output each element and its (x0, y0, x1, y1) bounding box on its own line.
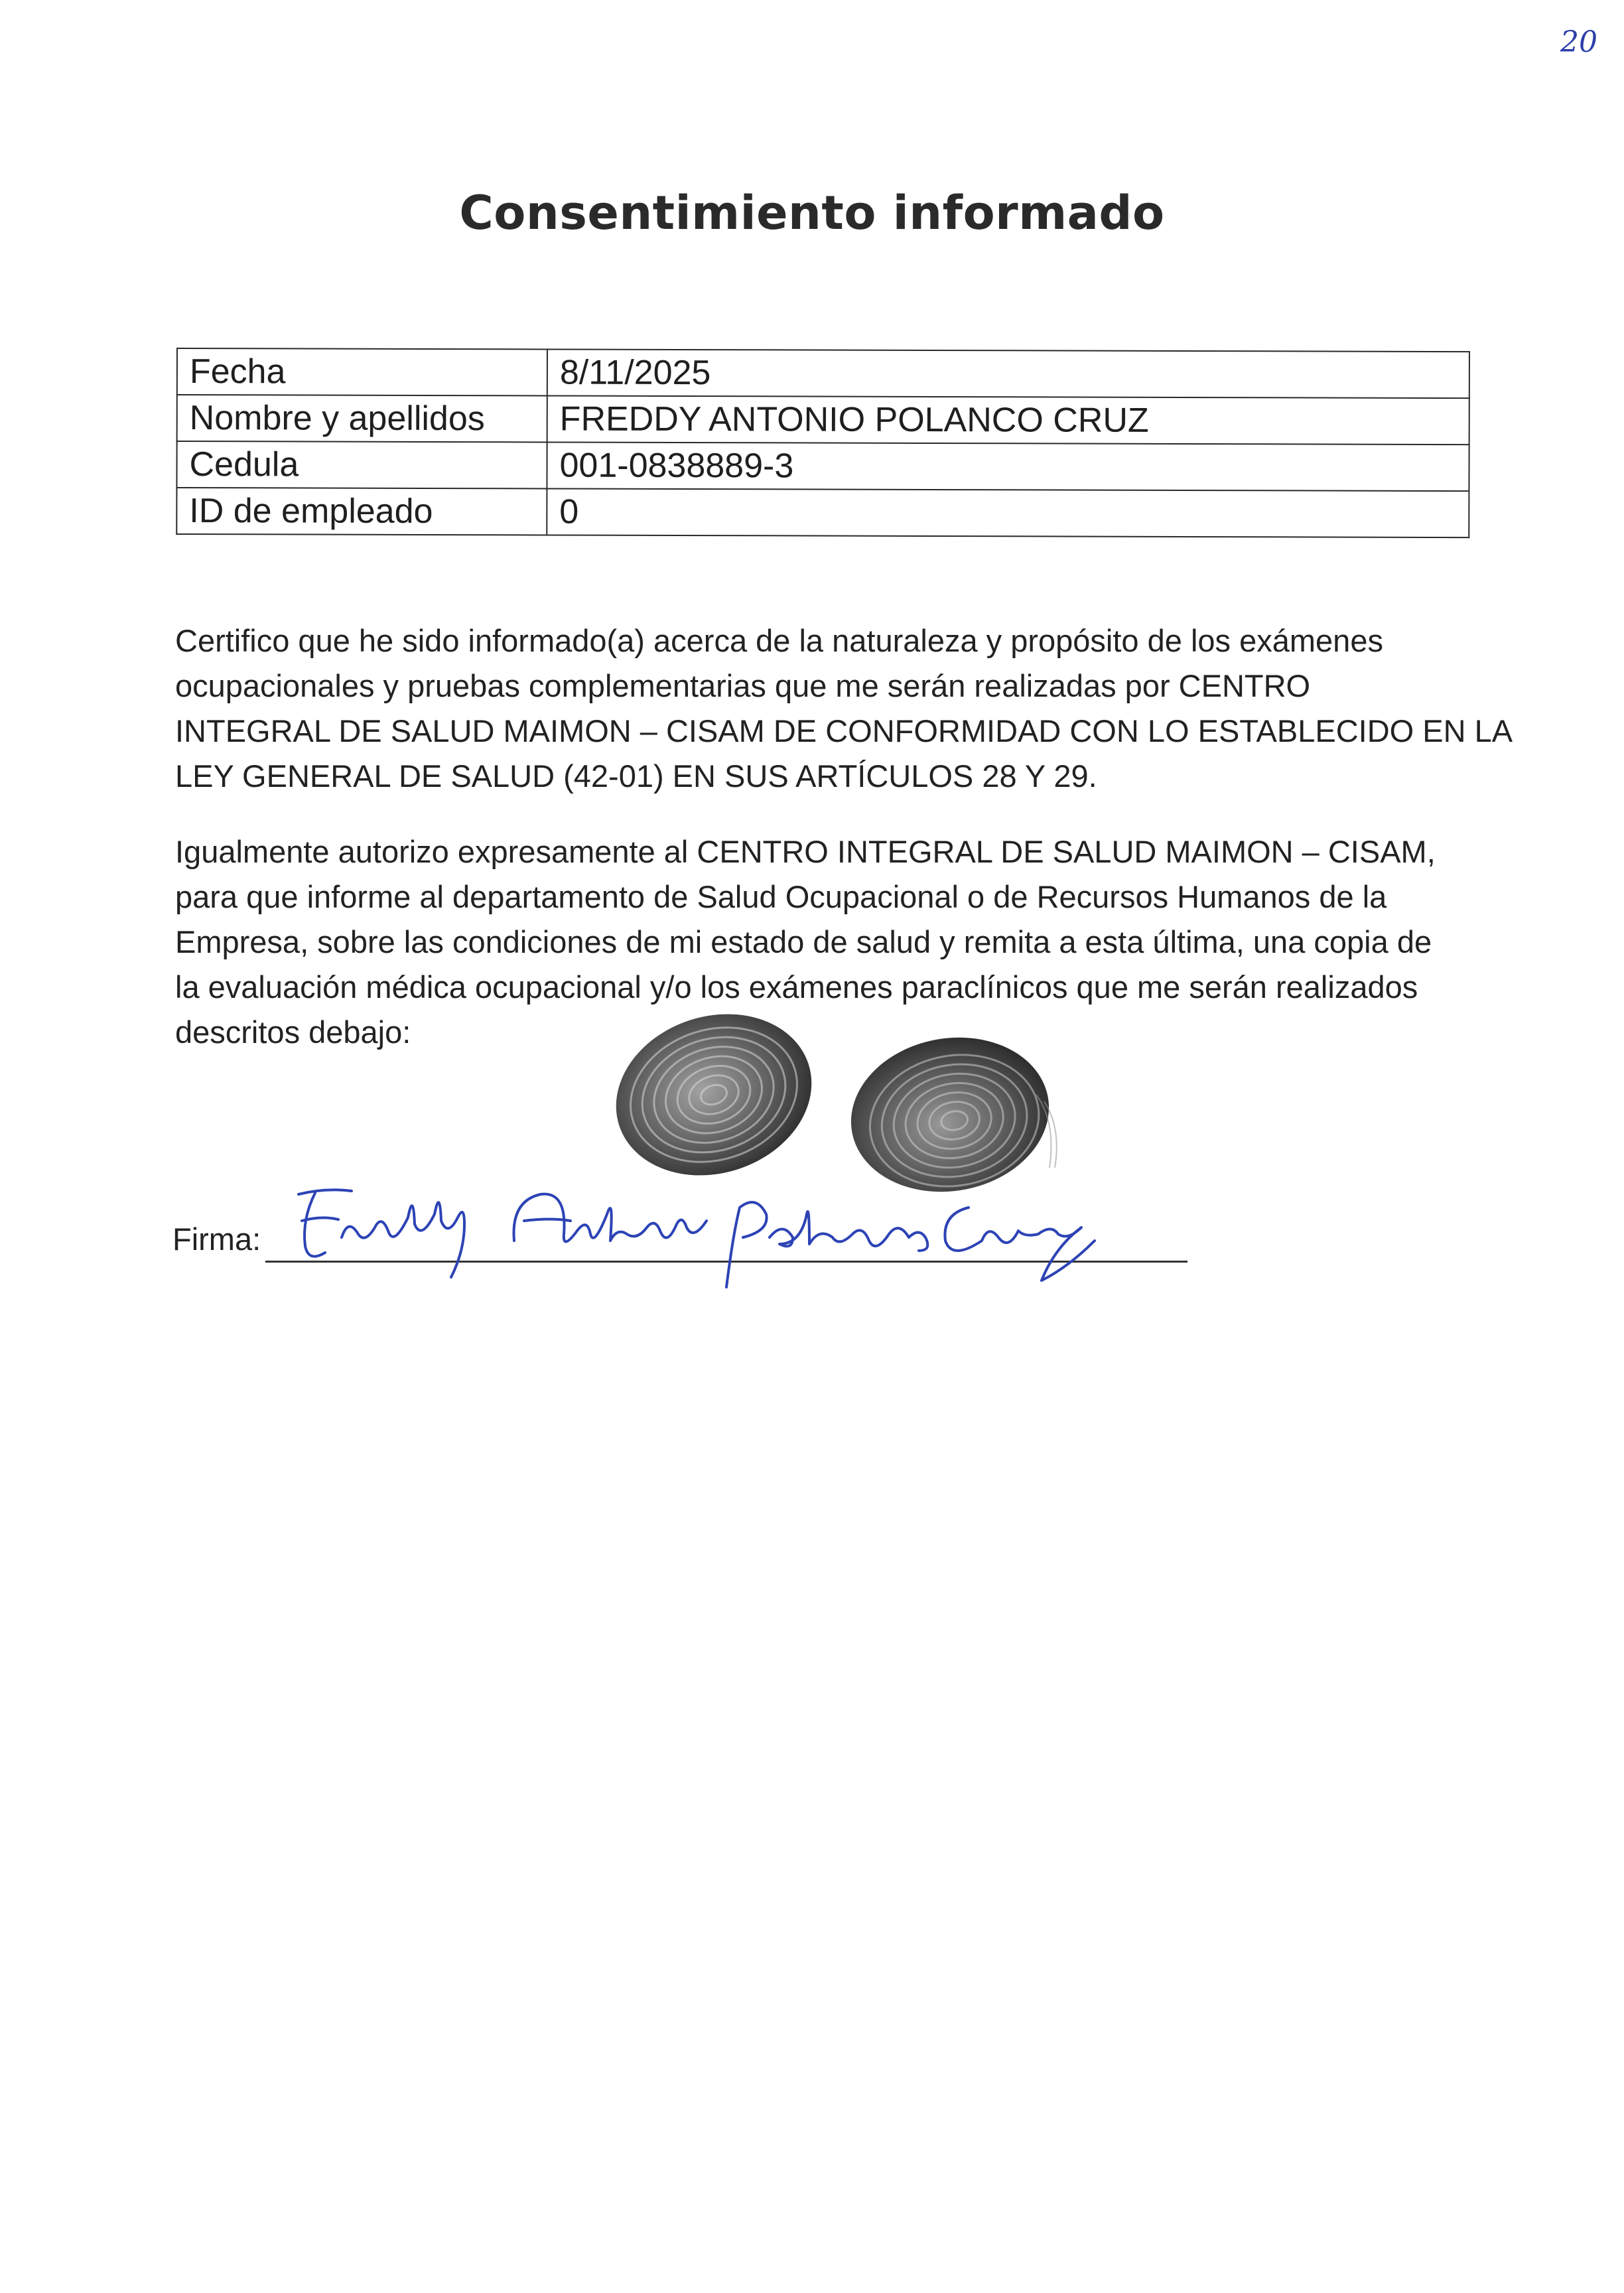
cedula-label: Cedula (176, 441, 547, 488)
info-table (176, 348, 1470, 538)
table-row (176, 441, 1469, 491)
certification-paragraph (175, 618, 1513, 799)
paragraph-line: Empresa, sobre las condiciones de mi estado de salud y remita a esta última, una copia de (175, 924, 1432, 959)
empleado-id-value: 0 (547, 488, 1469, 537)
nombre-label: Nombre y apellidos (177, 395, 547, 442)
document-title: Consentimiento informado (459, 186, 1165, 240)
nombre-value: FREDDY ANTONIO POLANCO CRUZ (547, 395, 1469, 445)
paragraph-line: LEY GENERAL DE SALUD (42-01) EN SUS ARTÍCULOS 28 Y 29. (175, 758, 1097, 794)
paragraph-line: INTEGRAL DE SALUD MAIMON – CISAM DE CONFORMIDAD CON LO ESTABLECIDO EN LA (175, 713, 1513, 748)
paragraph-line: la evaluación médica ocupacional y/o los exámenes paraclínicos que me serán realizados (175, 969, 1418, 1005)
fecha-label: Fecha (177, 348, 547, 395)
empleado-id-label: ID de empleado (176, 488, 547, 535)
cedula-value: 001-0838889-3 (547, 442, 1469, 491)
table-row (177, 348, 1469, 398)
signature-label: Firma: (172, 1221, 261, 1257)
paragraph-line: Certifico que he sido informado(a) acerca de la naturaleza y propósito de los exámenes (175, 623, 1383, 658)
paragraph-line: Igualmente autorizo expresamente al CENTRO INTEGRAL DE SALUD MAIMON – CISAM, (175, 834, 1436, 869)
paragraph-line: descritos debajo: (175, 1014, 411, 1050)
fecha-value: 8/11/2025 (547, 349, 1469, 398)
paragraph-line: para que informe al departamento de Salud Ocupacional o de Recursos Humanos de la (175, 879, 1387, 914)
table-row (176, 488, 1469, 537)
table-row (177, 395, 1469, 445)
page-number: 20 (1560, 25, 1597, 59)
paragraph-line: ocupacionales y pruebas complementarias que me serán realizadas por CENTRO (175, 668, 1311, 703)
fingerprint-left (601, 995, 827, 1194)
handwritten-signature (285, 1174, 1168, 1307)
